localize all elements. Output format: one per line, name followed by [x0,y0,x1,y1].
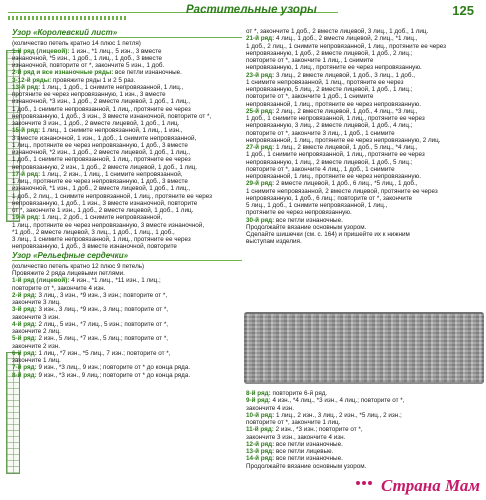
row-text: непровязанную, 1 доб., 3 изн., 3 вместе изнаночной, повторите от *, [12,112,212,120]
row-text: Сделайте шишечки (см. с. 164) и пришейте их к нижним [246,231,410,238]
instruction-line [12,185,242,192]
row-label: 13-й ряд: [246,448,275,455]
instruction-row [246,397,482,404]
instruction-line [12,135,242,142]
row-label: 1-й ряд (лицевой): [12,47,70,55]
instruction-line [246,434,482,441]
row-text: 1 доб., 2 лиц., 1 снимите непровязанной, 1 лиц., протяните ее через [246,42,447,50]
row-text: закончите 4 изн. [246,404,294,412]
row-text: закончите 3 изн., 1 доб., 2 вместе лицевой, 1 доб., 1 лиц. [12,120,180,127]
instruction-line [12,343,242,350]
row-text: 1 лиц., 2 доб., 1 снимите непровязанной, [42,214,163,222]
row-text: повторите от *, закончите 4 лиц., 1 доб., 1 снимите [246,165,395,173]
row-text: непровязанную, 5 лиц., 2 вместе лицевой, 1 доб., 1 лиц.; [246,86,413,93]
instruction-line [12,207,242,214]
instruction-line [12,193,242,200]
row-text: закончите 1 лиц. [12,357,61,364]
instruction-line [246,64,482,71]
row-label: 14-й ряд: [246,455,275,463]
row-text: повторите от *, закончите 1 лиц. [246,419,341,426]
row-label: 1-й ряд (лицевой): [12,277,70,285]
instruction-line [12,270,242,277]
row-text: 1 доб., 1 снимите непровязанной, 1 лиц., протяните ее через [246,115,425,122]
row-text: закончите 2 изн. [12,342,60,350]
right-column [246,28,482,246]
instruction-line [246,173,482,180]
row-text: повторите от *, закончите 1 доб., 1 снимите [246,93,374,101]
row-label: 9-й ряд: [246,397,271,405]
row-text: закончите 3 изн. [12,313,60,321]
instruction-line [12,263,242,270]
right-bottom-column [246,390,482,470]
instruction-line [12,40,242,47]
row-text: 1 лиц., *7 изн., *5 лиц., 7 изн.; повторите от *, [38,349,171,357]
row-text: 2 вместе лицевой, 1 доб., 6 лиц., *5 лиц., 1 доб., [276,180,418,188]
instruction-line [246,28,482,35]
row-text: закончите 2 лиц. [12,328,61,335]
instruction-row [12,335,242,342]
pattern-title: Узор «Рельефные сердечки» [12,250,129,260]
row-label: 29-й ряд: [246,180,275,188]
row-text: провяжите ряды 1 и 2 5 раз. [52,76,136,84]
instruction-line [12,357,242,364]
row-text: непровязанную, 1 лиц., протяните ее через непровязанную. [246,64,422,72]
row-text: 1 доб., 1 снимите непровязанной, 1 лиц., протяните ее через [12,156,191,164]
instruction-line [246,166,482,173]
instruction-row [12,321,242,328]
instruction-line [246,115,482,122]
instruction-line [246,137,482,144]
row-label: 10-й ряд: [246,411,275,419]
row-text: непровязанную, 1 лиц., 2 вместе лицевой, 1 доб., 5 лиц.; [246,158,413,166]
row-label: 11-й ряд: [246,426,274,434]
knitted-swatch-photo [244,312,484,384]
instruction-row [12,69,242,76]
row-text: от *, закончите 1 доб., 2 вместе лицевой, 3 лиц., 1 доб., 1 лиц. [246,28,429,35]
instruction-row [246,180,482,187]
instruction-row [246,108,482,115]
row-label: 5-й ряд: [12,335,37,343]
row-text: 1 лиц., протяните ее через непровязанную, 1 доб., 3 вместе [12,178,188,185]
instruction-line [246,57,482,64]
instruction-row [12,77,242,84]
row-label: 19-й ряд: [12,214,41,222]
row-text: 1 лиц., 1 снимите непровязанной, 1 лиц., 1 изн., [42,127,183,135]
instruction-line [246,419,482,426]
row-text: повторите от *, закончите 4 изн. [12,284,106,292]
row-text: 1 лиц., протяните ее через непровязанную, 1 доб., 3 вместе [12,141,188,149]
instruction-line [12,62,242,69]
pattern-title: Узор «Королевский лист» [12,28,118,37]
row-text: все петли изнаночные. [276,455,343,463]
instruction-row [12,350,242,357]
row-text: от *, закончите 1 изн., 1 доб., 2 вместе лицевой, 1 доб., 1 лиц. [12,207,194,214]
row-text: все петли изнаночные. [115,69,182,77]
instruction-line [12,299,242,306]
row-text: 1 доб., 2 лиц., 1 снимите непровязанной, 1 лиц., протяните ее через [12,192,213,200]
watermark: Страна Мам [380,476,480,495]
row-text: 4 изн., *1 лиц., *11 изн., 1 лиц.; [71,277,161,285]
instruction-line [246,151,482,158]
title-rule [12,37,242,38]
row-text: 2 лиц., 5 изн., *7 лиц., 5 изн.; повторите от *, [38,320,169,328]
row-text: 3 лиц., 3 изн., *9 изн., 3 изн.; повторите от *, [38,291,168,299]
row-label: 3-й ряд: [12,306,37,314]
instruction-line [12,91,242,98]
instruction-line [246,122,482,129]
row-text: Продолжайте вязание основным узором. [246,462,367,470]
row-text: 3 лиц., 2 вместе лицевой, 1 доб., 3 лиц., 1 доб., [276,71,416,79]
instruction-row [246,441,482,448]
row-label: 4-й ряд: [12,320,37,328]
row-text: 2 изн., 5 лиц., *7 изн., 5 лиц.; повторите от *, [38,335,169,343]
row-label: 8-й ряд: [246,390,271,397]
row-text: 1 доб., 1 снимите непровязанной, 1 лиц., протяните ее через [246,151,425,159]
row-text: изнаночной, *5 изн., 1 доб., 1 лиц., 1 доб., 3 вместе [12,54,163,62]
instruction-line [246,79,482,86]
row-text: 4 изн., *4 лиц., *3 изн., 4 лиц.; повторите от *, [272,397,405,405]
row-text: 1 лиц., 2 изн., 1 лиц., 1 снимите непровязанной, [42,170,183,178]
header-dotted-rule [8,16,128,20]
instruction-line [246,463,482,470]
row-text: 3 изн., 3 лиц., *9 изн., 3 лиц.; повторите от *, [38,306,169,314]
row-text: 9 изн., *3 изн., 9 лиц.; повторите от * до конца ряда. [38,371,191,379]
row-label: 13-й ряд: [12,83,41,91]
row-text: 5 лиц., 1 доб., 1 снимите непровязанной, 1 лиц., [246,202,388,209]
instruction-line [12,142,242,149]
instruction-line [12,149,242,156]
section-title: Растительные узоры [186,4,317,16]
instruction-line [12,236,242,243]
row-label: 15-й ряд: [12,127,41,135]
row-text: 3 лиц., 1 снимите непровязанной, 1 лиц., протяните ее через [12,236,191,243]
instruction-row [12,48,242,55]
instruction-row [12,127,242,134]
instruction-line [12,120,242,127]
row-label: 25-й ряд: [246,107,275,115]
row-label: 30-й ряд: [246,216,275,224]
row-text: выступам изделия. [246,238,302,246]
row-text: непровязанную, 2 изн., 1 доб., 2 вместе лицевой, 1 доб., 1 лиц. [12,163,198,171]
instruction-row [246,412,482,419]
instruction-line [12,328,242,335]
row-label: 23-й ряд: [246,71,275,79]
title-rule [12,260,242,261]
page-number: 125 [452,3,474,18]
instruction-row [12,306,242,313]
instruction-row [246,426,482,433]
instruction-line [246,238,482,245]
instruction-line [246,224,482,231]
row-label: 2-й ряд: [12,291,37,299]
instruction-line [12,222,242,229]
row-text: Провяжите 2 ряда лицевыми петлями. [12,270,125,277]
row-text: непровязанную, 3 лиц., 2 вместе лицевой, 1 доб., 4 лиц.; [246,122,413,130]
row-label: 2-й ряд и все изнаночные ряды: [12,69,114,77]
instruction-line [12,178,242,185]
instruction-line [12,229,242,236]
instruction-line [12,156,242,163]
instruction-row [12,84,242,91]
instruction-row [12,214,242,221]
instruction-line [246,86,482,93]
row-text: Продолжайте вязание основным узором. [246,223,367,231]
row-text: непровязанную, 1 доб., 6 лиц.; повторите от *, закончите [246,194,413,202]
row-text: 1 снимите непровязанной, 1 лиц., протяните ее через [246,78,404,86]
row-text: непровязанной, 1 лиц., протяните ее через непровязанную. [246,173,421,180]
row-text: 9 изн., *3 лиц., 9 изн.; повторите от * до конца ряда. [38,364,191,372]
row-label: 21-й ряд: [246,35,275,43]
row-text: изнаночной, *1 изн., 1 доб., 2 вместе лицевой, 1 доб., 1 лиц., [12,185,191,193]
instruction-row [12,292,242,299]
instruction-line [12,314,242,321]
row-label: 7-й ряд: [12,364,37,372]
instruction-line [12,106,242,113]
instruction-row [12,372,242,379]
row-text: протяните ее через непровязанную. [246,209,352,217]
watermark-dots-icon [356,472,374,480]
instruction-row [246,455,482,462]
row-text: 1 доб., 1 снимите непровязанной, 1 лиц., протяните ее через [12,105,191,113]
row-label: 3-12-й ряды: [12,76,52,84]
instruction-line [246,209,482,216]
row-text: 1 снимите непровязанной, 2 вместе лицевой, протяните ее через [246,187,438,195]
row-text: непровязанную, 1 доб., 1 изн., 3 вместе изнаночной, повторите [12,199,198,207]
row-text: 1 лиц., 2 изн., 3 лиц., 2 изн., *5 лиц., 2 изн.; [276,411,402,419]
row-text: изнаночной, повторите от *, закончите 5 изн., 1 доб. [12,62,165,69]
row-text: 2 лиц., 2 вместе лицевой, 1 доб., 4 лиц., *3 лиц., [276,107,418,115]
instruction-line [246,195,482,202]
instruction-row [246,35,482,42]
row-text: изнаночной, *3 изн., 1 доб., 2 вместе лицевой, 1 доб., 1 лиц., [12,98,191,106]
instruction-line [12,98,242,105]
instruction-line [12,164,242,171]
row-text: все петли изнаночные. [276,216,343,224]
row-text: *1 доб., 2 вместе лицевой, 3 лиц., 1 доб., 1 лиц., 1 доб., [12,228,175,236]
instruction-line [246,159,482,166]
row-text: непровязанную, 1 доб., 2 вместе лицевой, 1 доб., 2 лиц.; [246,49,413,57]
row-text: повторите от *, закончите 1 лиц., 1 снимите [246,57,374,64]
instruction-line [246,101,482,108]
instruction-row [246,390,482,397]
instruction-line [12,200,242,207]
instruction-row [246,217,482,224]
instruction-row [246,72,482,79]
row-label: 8-й ряд: [12,371,37,379]
row-text: 4 лиц., 1 доб., 2 вместе лицевой, 2 лиц., *1 лиц., [276,35,418,43]
instruction-line [246,130,482,137]
instruction-line [12,55,242,62]
page-header [0,0,486,26]
instruction-row [246,448,482,455]
instruction-line [246,202,482,209]
row-text: 1 изн., *1 лиц., 5 изн., 3 вместе [71,47,162,55]
row-text: непровязанную, 1 доб., 3 вместе изнаночной, повторите [12,243,177,251]
instruction-line [246,188,482,195]
row-text: (количество петель кратно 14 плюс 1 петля) [12,40,141,48]
instruction-line [246,43,482,50]
row-label: 6-й ряд: [12,349,37,357]
instruction-line [246,93,482,100]
row-label: 17-й ряд: [12,170,41,178]
left-column [12,28,242,379]
instruction-row [246,144,482,151]
instruction-line [12,113,242,120]
row-text: закончите 3 изн., закончите 4 изн. [246,433,346,441]
row-text: повторите от *, закончите 3 лиц., 1 доб., 1 снимите [246,129,395,137]
row-text: непровязанной, 1 лиц., протяните ее через непровязанную, 2 лиц. [246,136,441,144]
row-text: (количество петель кратно 12 плюс 9 петель) [12,262,145,270]
instruction-line [246,50,482,57]
row-text: 3 вместе изнаночной, 1 изн., 1 доб., 1 снимите непровязанной, [12,134,197,142]
row-label: 27-й ряд: [246,144,275,151]
row-text: повторите 6-й ряд. [272,390,328,397]
row-text: закончите 3 лиц. [12,299,61,306]
row-text: протяните ее через непровязанную, 1 изн., 3 вместе [12,91,166,98]
instruction-line [12,243,242,250]
instruction-row [12,277,242,284]
row-label: 12-й ряд: [246,440,275,448]
instruction-row [12,171,242,178]
row-text: изнаночной, *2 изн., 1 доб., 2 вместе лицевой, 1 доб., 1 лиц., [12,149,191,156]
row-text: все петли изнаночные. [276,440,343,448]
instruction-line [12,285,242,292]
instruction-line [246,405,482,412]
row-text: 1 лиц., протяните ее через непровязанную, 3 вместе изнаночной, [12,221,205,229]
instruction-line [246,231,482,238]
row-text: 2 изн., *3 изн.; повторите от *, [275,426,363,434]
row-text: непровязанной, 1 лиц., протяните ее через непровязанную. [246,100,421,108]
instruction-row [12,364,242,371]
row-text: 1 лиц., 2 вместе лицевой, 1 доб., 5 лиц., *4 лиц., [276,144,418,151]
row-text: 1 лиц., 1 доб., 1 снимите непровязанной, 1 лиц., [42,83,184,91]
row-text: все петли лицевые. [276,448,334,455]
